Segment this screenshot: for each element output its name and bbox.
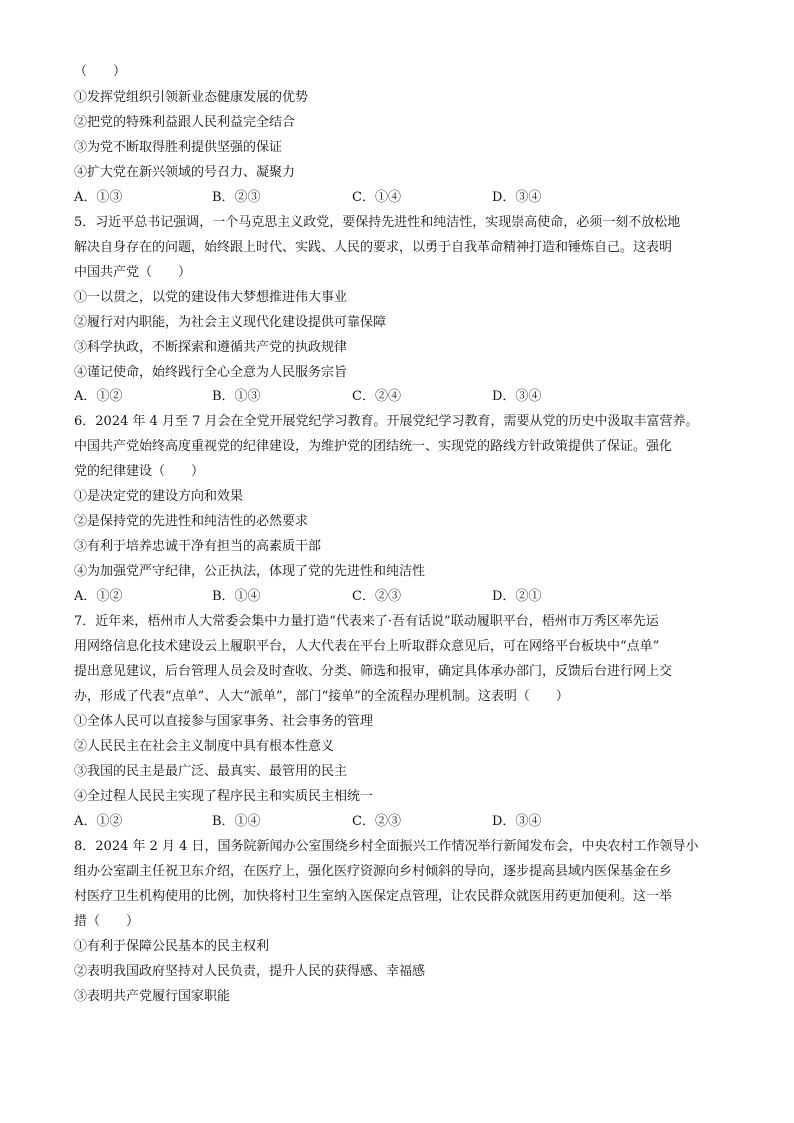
q6-options (74, 589, 734, 605)
q5-item-3: ③科学执政，不断探索和遵循共产党的执政规律 (74, 340, 348, 355)
q5-options (74, 389, 734, 405)
q7-option-c: C．②③ (352, 814, 401, 829)
q7-option-a: A．①② (74, 814, 123, 829)
q7-option-b: B．①④ (212, 814, 261, 829)
q5-option-d: D．③④ (492, 389, 542, 404)
q5-option-b: B．①③ (212, 389, 261, 404)
q5-item-4: ④谨记使命，始终践行全心全意为人民服务宗旨 (74, 365, 348, 380)
q4-item-4: ④扩大党在新兴领域的号召力、凝聚力 (74, 165, 296, 180)
q6-stem-line-2: 中国共产党始终高度重视党的纪律建设，为维护党的团结统一、实现党的路线方针政策提供了保证。强化 (74, 439, 673, 454)
q5-item-1: ①一以贯之，以党的建设伟大梦想推进伟大事业 (74, 290, 348, 305)
q6-item-1: ①是决定党的建设方向和效果 (74, 489, 244, 504)
q4-option-b: B．②③ (212, 190, 261, 205)
q4-options (74, 190, 734, 206)
q7-stem-line-2: 用网络信息化技术建设云上履职平台，人大代表在平台上听取群众意见后，可在网络平台板块中“点单” (74, 639, 660, 654)
q8-stem-line-1: 8．2024 年 2 月 4 日，国务院新闻办公室围绕乡村全面振兴工作情况举行新闻发布会，中央农村工作领导小 (74, 839, 699, 854)
q5-stem-line-2: 解决自身存在的问题，始终跟上时代、实践、人民的要求，以勇于自我革命精神打造和锤炼自己。这表明 (74, 240, 673, 255)
q7-item-4: ④全过程人民民主实现了程序民主和实质民主相统一 (74, 789, 374, 804)
q4-stem-tail: （ ） (74, 64, 127, 79)
q8-item-2: ②表明我国政府坚持对人民负责，提升人民的获得感、幸福感 (74, 964, 426, 979)
q5-item-2: ②履行对内职能，为社会主义现代化建设提供可靠保障 (74, 315, 387, 330)
q7-item-3: ③我国的民主是最广泛、最真实、最管用的民主 (74, 764, 348, 779)
q8-stem-line-4: 措（ ） (74, 914, 140, 929)
q7-item-1: ①全体人民可以直接参与国家事务、社会事务的管理 (74, 714, 374, 729)
q4-item-1: ①发挥党组织引领新业态健康发展的优势 (74, 90, 309, 105)
q4-item-3: ③为党不断取得胜利提供坚强的保证 (74, 140, 283, 155)
q4-option-a: A．①③ (74, 190, 123, 205)
q6-option-b: B．①④ (212, 589, 261, 604)
q5-stem-line-3: 中国共产党（ ） (74, 265, 192, 280)
q5-option-c: C．②④ (352, 389, 401, 404)
q7-stem-line-4: 办，形成了代表“点单”、人大“派单”，部门“接单”的全流程办理机制。这表明（ ） (74, 689, 569, 704)
q4-option-d: D．③④ (492, 190, 542, 205)
q6-item-4: ④为加强党严守纪律，公正执法，体现了党的先进性和纯洁性 (74, 564, 426, 579)
q6-item-2: ②是保持党的先进性和纯洁性的必然要求 (74, 514, 309, 529)
q8-stem-line-3: 村医疗卫生机构使用的比例，加快将村卫生室纳入医保定点管理，让农民群众就医用药更加便利。这一举 (74, 889, 673, 904)
q7-options (74, 814, 734, 830)
q6-option-d: D．②① (492, 589, 542, 604)
q8-item-3: ③表明共产党履行国家职能 (74, 989, 231, 1004)
q7-option-d: D．③④ (492, 814, 542, 829)
q6-item-3: ③有利于培养忠诚干净有担当的高素质干部 (74, 539, 322, 554)
q6-stem-line-1: 6．2024 年 4 月至 7 月会在全党开展党纪学习教育。开展党纪学习教育，需要从党的历史中汲取丰富营养。 (74, 414, 699, 429)
q7-stem-line-3: 提出意见建议，后台管理人员会及时查收、分类、筛选和报审，确定具体承办部门，反馈后台进行网上交 (74, 664, 673, 679)
q6-option-a: A．①② (74, 589, 123, 604)
q5-stem-line-1: 5．习近平总书记强调，一个马克思主义政党，要保持先进性和纯洁性，实现崇高使命，必须一刻不放松地 (74, 215, 681, 230)
q6-option-c: C．②③ (352, 589, 401, 604)
q4-item-2: ②把党的特殊利益跟人民利益完全结合 (74, 115, 296, 130)
q7-stem-line-1: 7．近年来，梧州市人大常委会集中力量打造“代表来了·吾有话说”联动履职平台，梧州市万秀区率先运 (74, 614, 659, 629)
q4-option-c: C．①④ (352, 190, 401, 205)
q7-item-2: ②人民民主在社会主义制度中具有根本性意义 (74, 739, 335, 754)
q8-item-1: ①有利于保障公民基本的民主权利 (74, 939, 270, 954)
q5-option-a: A．①② (74, 389, 123, 404)
q8-stem-line-2: 组办公室副主任祝卫东介绍，在医疗上，强化医疗资源向乡村倾斜的导向，逐步提高县域内医保基金在乡 (74, 864, 673, 879)
q6-stem-line-3: 党的纪律建设（ ） (74, 464, 205, 479)
